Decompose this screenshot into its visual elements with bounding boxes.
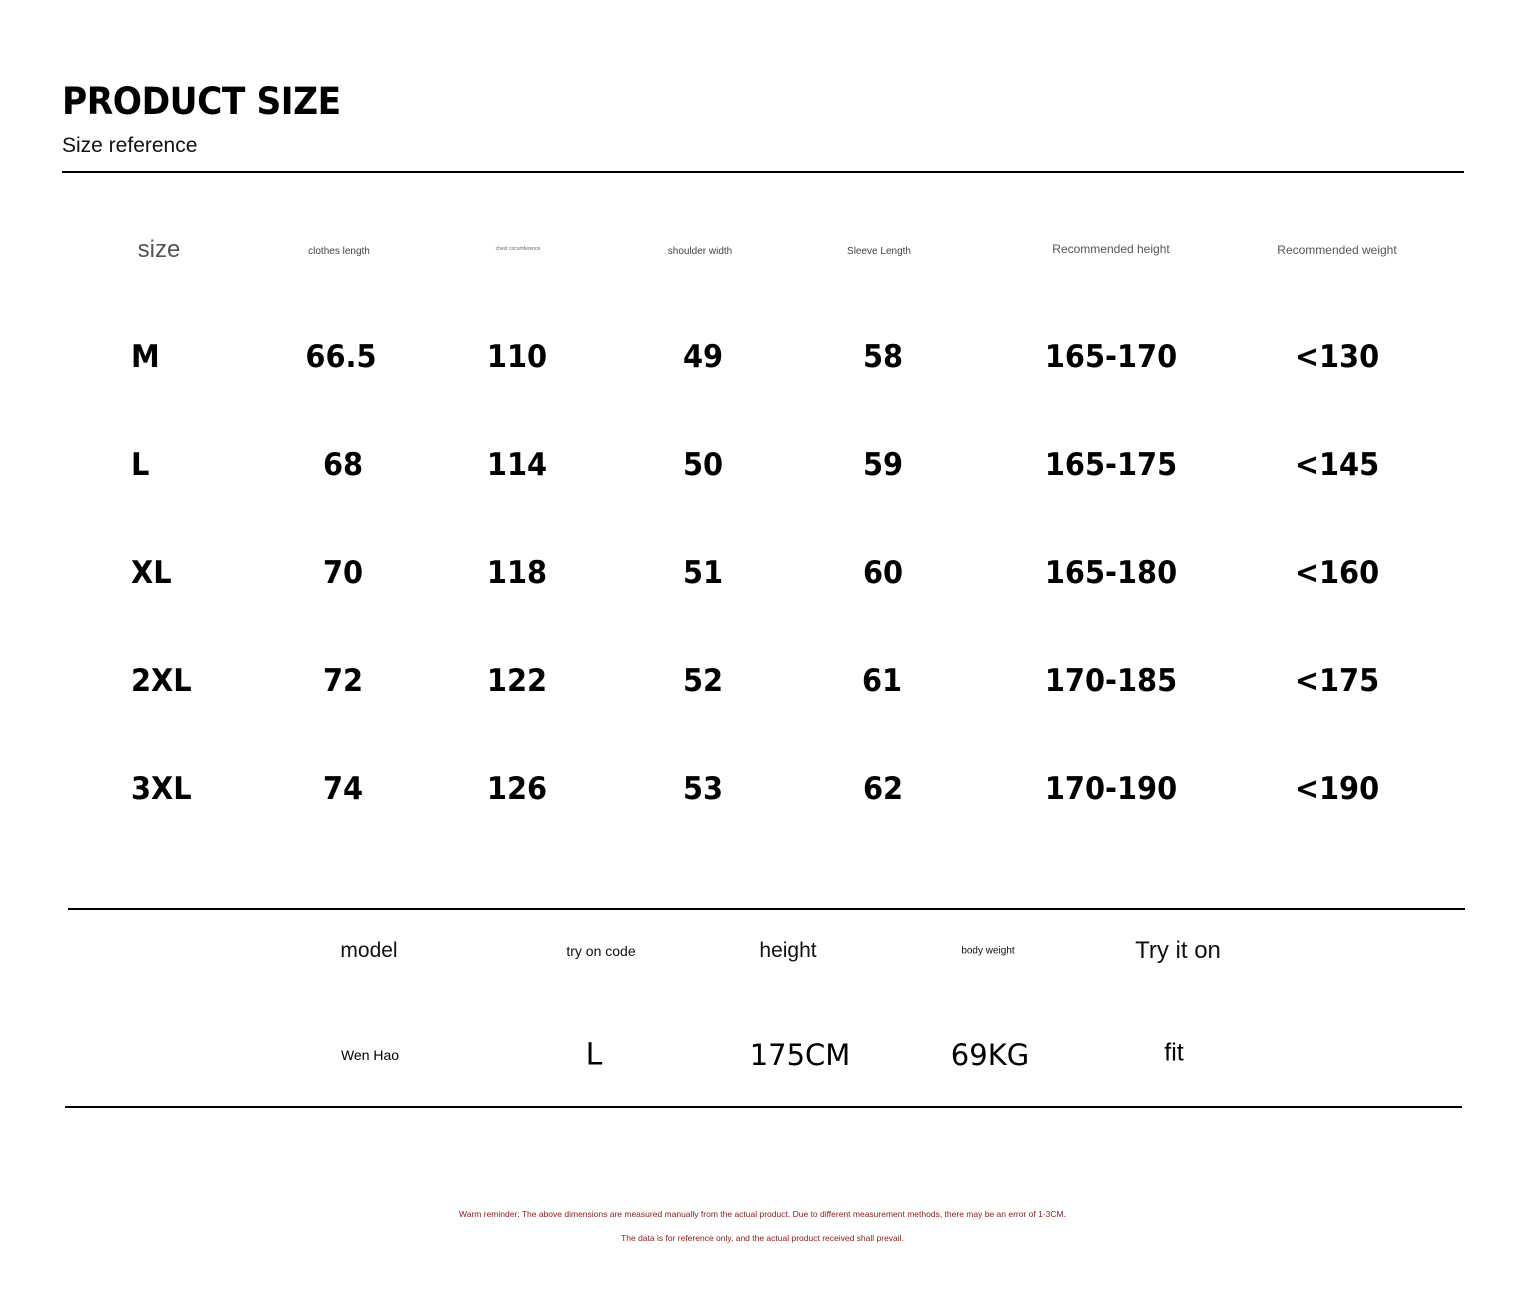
title-divider bbox=[62, 171, 1464, 173]
table-cell: 59 bbox=[862, 447, 904, 483]
table-cell: <175 bbox=[1294, 663, 1380, 699]
table-cell: 49 bbox=[682, 339, 724, 375]
model-value-try-on-code: L bbox=[585, 1037, 603, 1073]
reference-disclaimer-note: The data is for reference only, and the actual product received shall prevail. bbox=[621, 1233, 904, 1243]
table-cell: XL bbox=[131, 555, 172, 591]
table-cell: 110 bbox=[486, 339, 548, 375]
table-cell: 170-190 bbox=[1044, 771, 1178, 807]
model-header-height: height bbox=[759, 939, 817, 962]
table-cell: 165-180 bbox=[1044, 555, 1178, 591]
table-cell: M bbox=[131, 339, 160, 375]
page-subtitle: Size reference bbox=[62, 134, 198, 157]
warm-reminder-note: Warm reminder: The above dimensions are measured manually from the actual product. Due to different measurement methods, there may be an error of 1-3CM. bbox=[459, 1209, 1066, 1219]
col-header-size: size bbox=[137, 236, 181, 263]
table-cell: 74 bbox=[322, 771, 364, 807]
table-cell: 165-170 bbox=[1044, 339, 1178, 375]
table-cell: <190 bbox=[1294, 771, 1380, 807]
table-cell: 170-185 bbox=[1044, 663, 1178, 699]
table-cell: 66.5 bbox=[305, 339, 377, 375]
col-header-shoulder-width: shoulder width bbox=[667, 246, 733, 257]
page-title: PRODUCT SIZE bbox=[62, 80, 341, 123]
model-value-weight: 69KG bbox=[950, 1038, 1030, 1072]
model-header-model: model bbox=[340, 939, 398, 962]
table-cell: 60 bbox=[862, 555, 904, 591]
table-cell: 72 bbox=[322, 663, 364, 699]
table-cell: 58 bbox=[862, 339, 904, 375]
col-header-recommended-height: Recommended height bbox=[1052, 242, 1170, 256]
table-cell: 122 bbox=[486, 663, 548, 699]
model-header-body-weight: body weight bbox=[961, 945, 1015, 957]
col-header-clothes-length: clothes length bbox=[308, 246, 370, 257]
table-cell: 53 bbox=[682, 771, 724, 807]
table-cell: 62 bbox=[862, 771, 904, 807]
table-cell: L bbox=[131, 447, 150, 483]
model-header-try-it-on: Try it on bbox=[1135, 937, 1221, 964]
table-cell: 3XL bbox=[131, 771, 192, 807]
col-header-chest-circumference: chest circumference bbox=[495, 246, 541, 252]
table-cell: <145 bbox=[1294, 447, 1380, 483]
col-header-recommended-weight: Recommended weight bbox=[1277, 243, 1397, 257]
table-cell: 114 bbox=[486, 447, 548, 483]
table-cell: 2XL bbox=[131, 663, 192, 699]
table-cell: <130 bbox=[1294, 339, 1380, 375]
table-cell: 61 bbox=[861, 663, 903, 699]
table-cell: <160 bbox=[1294, 555, 1380, 591]
table-cell: 165-175 bbox=[1044, 447, 1178, 483]
table-cell: 70 bbox=[322, 555, 364, 591]
table-cell: 52 bbox=[682, 663, 724, 699]
model-table-bottom-divider bbox=[65, 1106, 1462, 1108]
table-cell: 50 bbox=[682, 447, 724, 483]
table-cell: 126 bbox=[486, 771, 548, 807]
model-value-height: 175CM bbox=[749, 1038, 851, 1072]
model-value-name: Wen Hao bbox=[340, 1047, 400, 1063]
table-cell: 118 bbox=[486, 555, 548, 591]
table-cell: 51 bbox=[682, 555, 724, 591]
table-cell: 68 bbox=[322, 447, 364, 483]
model-header-try-on-code: try on code bbox=[566, 943, 636, 959]
col-header-sleeve-length: Sleeve Length bbox=[847, 246, 911, 257]
model-value-fit: fit bbox=[1164, 1038, 1184, 1067]
model-table-top-divider bbox=[68, 908, 1465, 910]
